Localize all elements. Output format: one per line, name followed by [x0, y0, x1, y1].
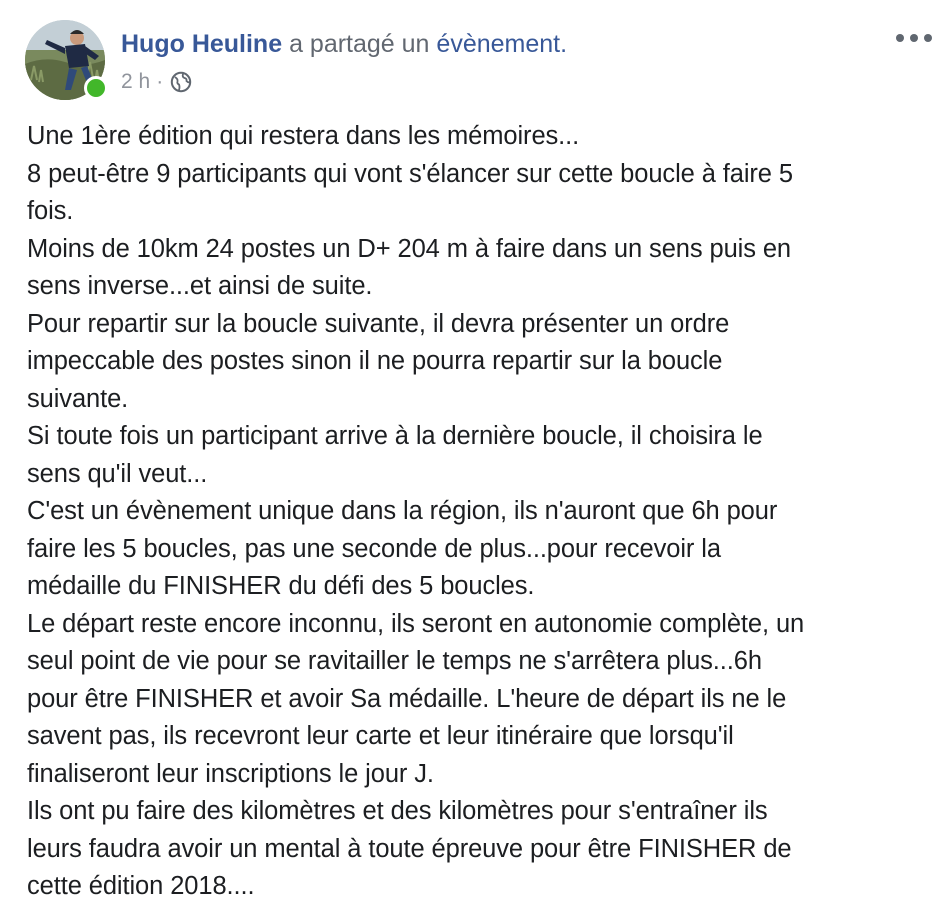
- post-text-line: Pour repartir sur la boucle suivante, il devra présenter un ordre: [27, 309, 730, 338]
- post-text-line: Ils ont pu faire des kilomètres et des kilomètres pour s'entraîner ils: [27, 797, 768, 825]
- post-text-line: savent pas, ils recevront leur carte et leur itinéraire que lorsqu'il: [27, 722, 734, 750]
- post-text-line: pour être FINISHER et avoir Sa médaille. L'heure de départ ils ne le: [27, 684, 787, 713]
- post-header: [121, 28, 567, 60]
- post-text-line: cette édition 2018....: [27, 872, 255, 900]
- post-text-line: suivante.: [27, 384, 129, 413]
- post-text-line: Si toute fois un participant arrive à la dernière boucle, il choisira le: [27, 422, 763, 450]
- post-text-line: Le départ reste encore inconnu, ils seront en autonomie complète, un: [27, 609, 805, 638]
- post-text-line: C'est un évènement unique dans la région, ils n'auront que 6h pour: [27, 497, 778, 525]
- post-text-line: sens qu'il veut...: [27, 459, 208, 488]
- post-text-line: faire les 5 boucles, pas une seconde de plus...pour recevoir la: [27, 534, 721, 563]
- author-name-link[interactable]: Hugo Heuline: [121, 30, 283, 58]
- post-text-line: médaille du FINISHER du défi des 5 boucles.: [27, 572, 535, 600]
- post-action-text: a partagé un: [289, 30, 430, 58]
- post-text-line: fois.: [27, 197, 74, 225]
- globe-icon[interactable]: [170, 71, 192, 93]
- post-timestamp[interactable]: 2 h: [121, 70, 151, 93]
- post-text-line: seul point de vie pour se ravitailler le temps ne s'arrêtera plus...6h: [27, 647, 762, 675]
- post-meta: [121, 68, 192, 96]
- post-text: [27, 118, 932, 906]
- more-options-icon-dot: [910, 34, 918, 42]
- more-options-icon-dot: [924, 34, 932, 42]
- post-text-line: sens inverse...et ainsi de suite.: [27, 272, 373, 300]
- post-text-line: leurs faudra avoir un mental à toute épreuve pour être FINISHER de: [27, 834, 792, 863]
- more-options-button[interactable]: [896, 28, 932, 48]
- post-text-line: Moins de 10km 24 postes un D+ 204 m à faire dans un sens puis en: [27, 234, 792, 263]
- post-text-line: finaliseront leur inscriptions le jour J.: [27, 759, 434, 788]
- post-text-line: 8 peut-être 9 participants qui vont s'élancer sur cette boucle à faire 5: [27, 159, 793, 188]
- post-text-line: impeccable des postes sinon il ne pourra repartir sur la boucle: [27, 347, 723, 375]
- meta-separator: ·: [156, 70, 164, 93]
- online-status-indicator: [84, 76, 108, 100]
- more-options-icon: [896, 34, 904, 42]
- event-link[interactable]: évènement.: [436, 30, 568, 58]
- post-text-line: Une 1ère édition qui restera dans les mémoires...: [27, 122, 580, 150]
